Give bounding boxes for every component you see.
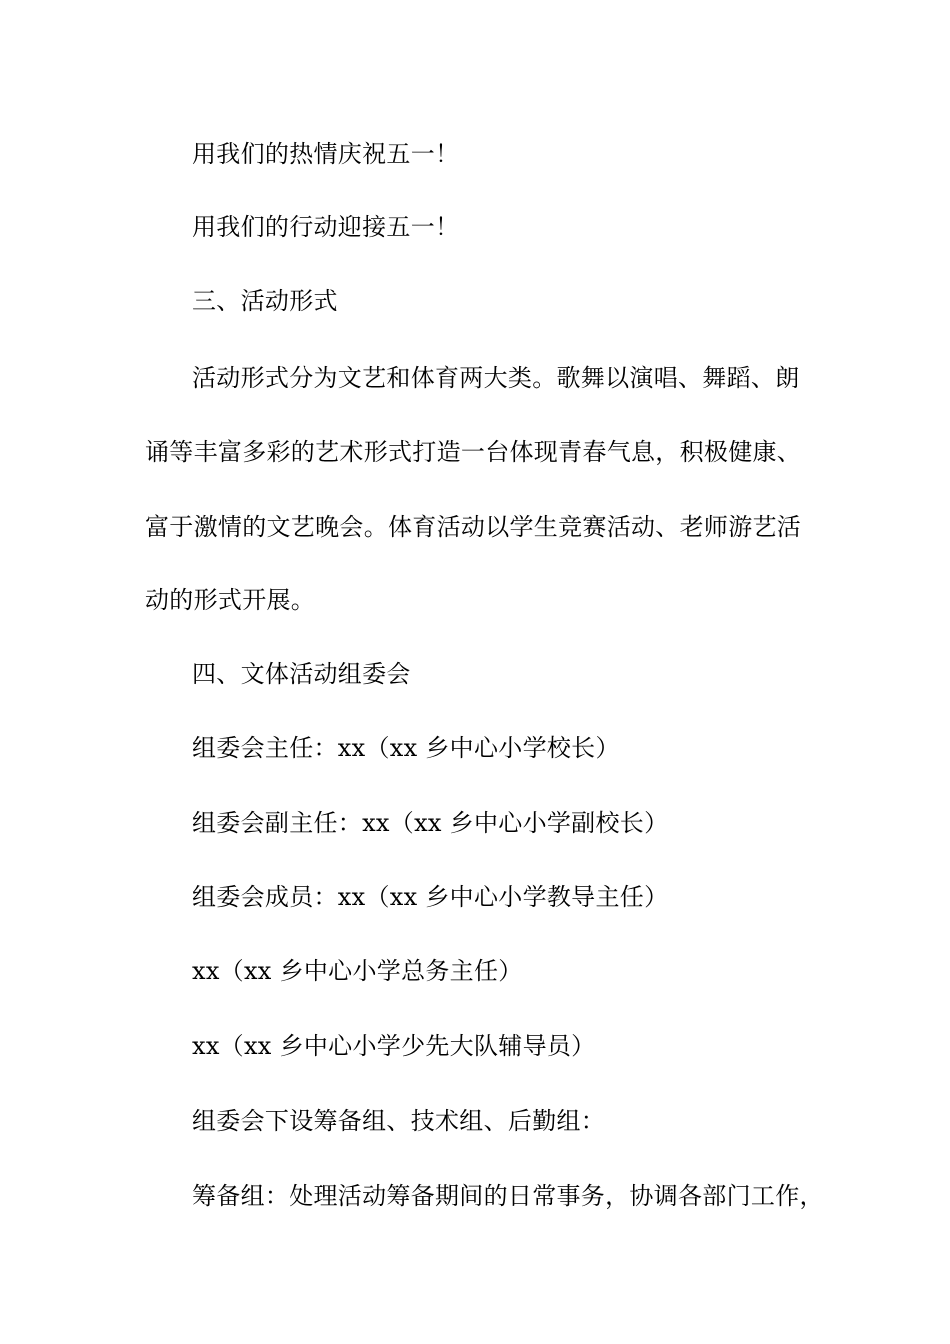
slogan-line-1: 用我们的热情庆祝五一！	[192, 140, 460, 168]
committee-groups-intro: 组委会下设筹备组、技术组、后勤组：	[192, 1107, 606, 1135]
preparation-group-line: 筹备组：处理活动筹备期间的日常事务，协调各部门工作，	[192, 1182, 824, 1210]
paragraph-line: 诵等丰富多彩的艺术形式打造一台体现青春气息，积极健康、	[145, 438, 802, 466]
slogan-line-2: 用我们的行动迎接五一！	[192, 213, 460, 241]
committee-member: xx（xx 乡中心小学少先大队辅导员）	[192, 1032, 596, 1060]
paragraph-line: 富于激情的文艺晚会。体育活动以学生竞赛活动、老师游艺活	[145, 513, 802, 541]
paragraph-line: 活动形式分为文艺和体育两大类。歌舞以演唱、舞蹈、朗	[192, 364, 800, 392]
section-heading-committee: 四、文体活动组委会	[192, 660, 411, 688]
committee-director: 组委会主任：xx（xx 乡中心小学校长）	[192, 734, 620, 762]
committee-member: 组委会成员：xx（xx 乡中心小学教导主任）	[192, 883, 669, 911]
paragraph-line: 动的形式开展。	[145, 586, 316, 614]
section-heading-activity-form: 三、活动形式	[192, 287, 338, 315]
committee-deputy-director: 组委会副主任：xx（xx 乡中心小学副校长）	[192, 809, 669, 837]
committee-member: xx（xx 乡中心小学总务主任）	[192, 957, 523, 985]
